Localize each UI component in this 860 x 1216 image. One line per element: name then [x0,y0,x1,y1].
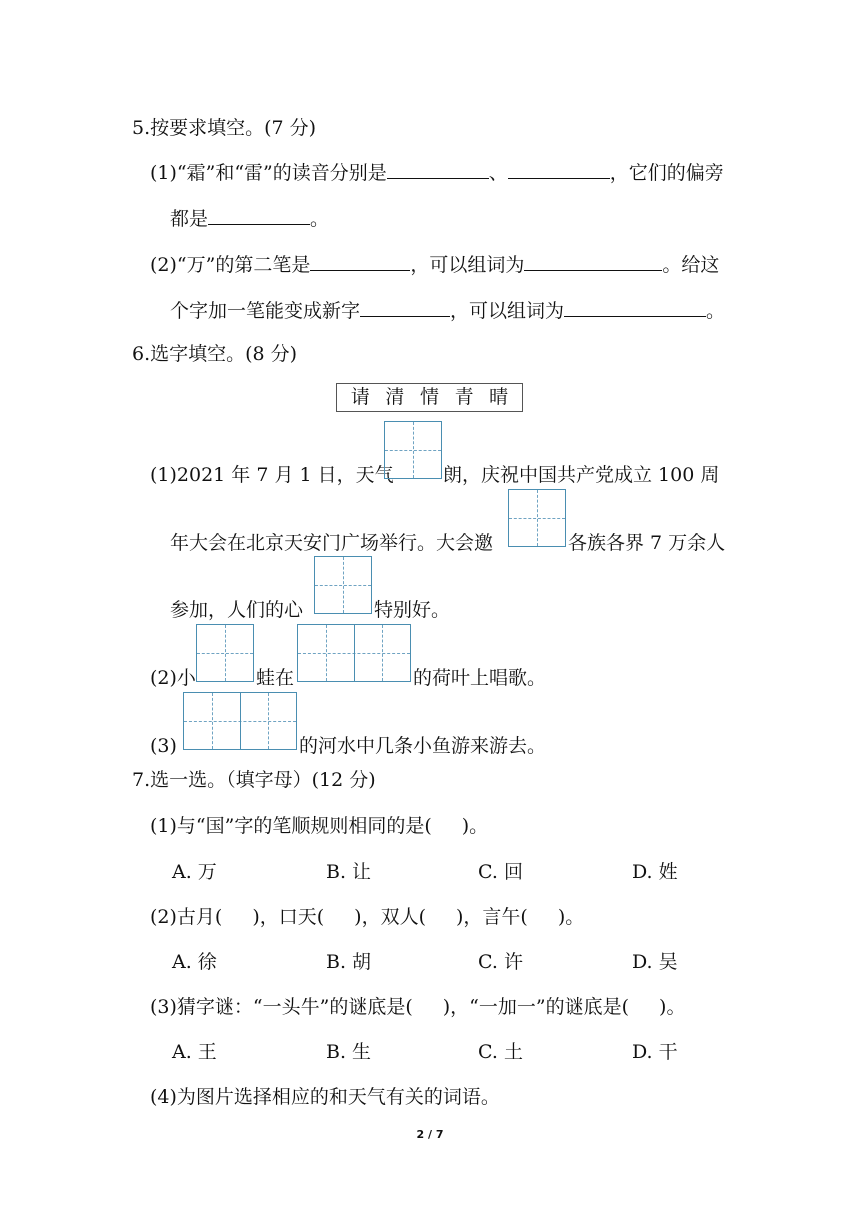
q7-p1-option-b: B. 让 [326,861,372,883]
char-box[interactable] [508,489,566,547]
q6-p3-text-a: (3) [150,735,177,757]
q7-p3-text-c: )。 [659,996,686,1018]
q6-p1-text-c: 年大会在北京天安门广场举行。大会邀 [170,532,494,554]
answer-blank[interactable] [310,252,410,271]
q7-p3-text: (3)猜字谜：“一头牛”的谜底是( [150,996,413,1018]
q7-p1-text: (1)与“国”字的笔顺规则相同的是( [150,815,432,837]
q7-p3-option-b: B. 生 [326,1041,372,1063]
answer-blank[interactable] [208,206,310,225]
page-number: 2 / 7 [416,1128,444,1141]
q7-p3-text-b: )，“一加一”的谜底是( [442,996,630,1018]
q6-p3-text-b: 的河水中几条小鱼游来游去。 [299,735,547,757]
word-bank-char: 晴 [489,386,509,408]
q5-part2-line1 [150,252,719,277]
char-box-double[interactable] [183,692,297,750]
word-bank [336,383,523,412]
word-bank-char: 青 [454,386,474,408]
q5-p2-text-c: 。给这 [662,254,720,276]
q5-part1-line2 [170,206,329,231]
q7-p3-option-c: C. 土 [478,1041,523,1063]
q7-p3-option-d: D. 干 [632,1041,678,1063]
q6-p1-text-f: 特别好。 [374,599,451,621]
q7-p2-option-b: B. 胡 [326,951,372,973]
q7-p2-text-c: )，双人( [354,906,426,928]
q7-p3-option-a: A. 王 [172,1041,217,1063]
q7-title: 7.选一选。（填字母）(12 分) [132,769,376,791]
q5-p1-text: (1)“霜”和“雷”的读音分别是 [150,162,387,184]
q7-p2-text-e: )。 [557,906,585,928]
q5-p2-text-e: ，可以组词为 [450,300,565,322]
q7-p1-option-d: D. 姓 [632,861,678,883]
q5-p2-end: 。 [706,300,726,322]
q7-p1-text-b: )。 [461,815,489,837]
q6-title: 6.选字填空。(8 分) [132,343,298,365]
q7-p2-text: (2)古月( [150,906,223,928]
q5-p1-sep: 、 [488,162,508,184]
q6-p1-text-d: 各族各界 7 万余人 [568,532,726,554]
q7-part1 [150,814,488,838]
q7-p2-text-d: )，言午( [455,906,528,928]
answer-blank[interactable] [360,298,450,317]
q5-part1-line1 [150,160,724,185]
word-bank-char: 请 [350,386,370,408]
q6-p2-text-c: 的荷叶上唱歌。 [413,667,547,689]
q5-p1-text-b: ，它们的偏旁 [609,162,724,184]
q7-p2-option-d: D. 吴 [632,951,678,973]
char-box-double[interactable] [297,624,411,682]
q7-p2-option-c: C. 许 [478,951,523,973]
q7-p2-text-b: )，口天( [252,906,325,928]
q6-p1-text-e: 参加，人们的心 [170,599,304,621]
q6-p1-text-b: 朗，庆祝中国共产党成立 100 周 [443,464,720,486]
answer-blank[interactable] [387,160,489,179]
word-bank-char: 清 [385,386,405,408]
q5-p2-text-b: ，可以组词为 [410,254,525,276]
q5-p2-text: (2)“万”的第二笔是 [150,254,311,276]
char-box[interactable] [196,624,254,682]
q6-p1-text-a: (1)2021 年 7 月 1 日，天气 [150,464,394,486]
q5-part2-line2 [170,298,725,323]
answer-blank[interactable] [524,252,662,271]
char-box[interactable] [384,421,442,479]
q6-p2-text-a: (2)小 [150,667,196,689]
q5-title: 5.按要求填空。(7 分) [132,117,317,139]
q7-part2 [150,905,584,929]
q5-p1-end: 。 [310,208,330,230]
q7-p1-option-a: A. 万 [172,861,217,883]
answer-blank[interactable] [564,298,706,317]
q7-p1-option-c: C. 回 [478,861,523,883]
q7-part3 [150,995,685,1019]
word-bank-char: 情 [419,386,439,408]
q6-p2-text-b: 蛙在 [256,667,295,689]
q7-part4: (4)为图片选择相应的和天气有关的词语。 [150,1086,500,1108]
q5-p1-text-c: 都是 [170,208,209,230]
q5-p2-text-d: 个字加一笔能变成新字 [170,300,361,322]
answer-blank[interactable] [508,160,610,179]
q7-p2-option-a: A. 徐 [172,951,217,973]
char-box[interactable] [314,556,372,614]
